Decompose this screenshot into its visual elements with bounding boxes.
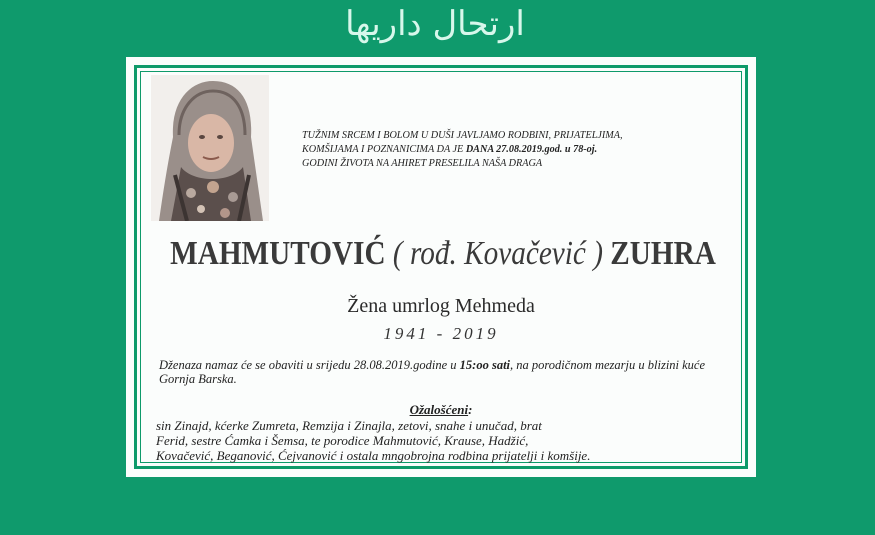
funeral-text-b: , na porodičnom mezarju u blizini kuće Gornja Barska. <box>159 358 706 386</box>
portrait-illustration <box>151 75 269 221</box>
announcement-intro <box>302 129 722 171</box>
maiden-name: ( rođ. Kovačević ) <box>392 235 603 272</box>
funeral-time: 15:oo sati <box>459 358 511 372</box>
death-date: DANA 27.08.2019.god. u 78-oj. <box>465 144 598 155</box>
deceased-portrait-photo <box>151 75 269 221</box>
mourners-heading-colon: : <box>468 402 473 417</box>
arabic-calligraphy-header: ارتحال داريها <box>345 4 525 44</box>
mourners-line-2: Ferid, sestre Ćamka i Šemsa, te porodice Mahmutović, Krause, Hadžić, <box>156 433 529 448</box>
mourners-heading-text: Ožalošćeni <box>409 402 469 417</box>
mourners-line-3: Kovačević, Beganović, Ćejvanović i ostala mngobrojna rodbina prijatelji i komšije. <box>156 448 591 463</box>
first-name: ZUHRA <box>610 235 716 272</box>
intro-line-2-text: KOMŠIJAMA I POZNANICIMA DA JE <box>302 144 466 155</box>
life-years: 1941 - 2019 <box>383 324 499 343</box>
relation-subtitle: Žena umrlog Mehmeda <box>347 295 535 317</box>
mourners-list <box>156 418 746 463</box>
funeral-text-a: Dženaza namaz će se obaviti u srijedu 28.08.2019.godine u <box>159 358 460 372</box>
mourners-heading <box>126 402 756 418</box>
surname: MAHMUTOVIĆ <box>170 235 386 272</box>
deceased-full-name <box>170 235 716 273</box>
funeral-details <box>159 358 739 386</box>
intro-line-3: GODINI ŽIVOTA NA AHIRET PRESELILA NAŠA DRAGA <box>302 158 543 169</box>
intro-line-2 <box>302 143 722 157</box>
obituary-card <box>126 57 756 477</box>
intro-line-1: TUŽNIM SRCEM I BOLOM U DUŠI JAVLJAMO RODBINI, PRIJATELJIMA, <box>302 130 623 141</box>
mourners-line-1: sin Zinajd, kćerke Zumreta, Remzija i Zinajla, zetovi, snahe i unučad, brat <box>156 418 542 433</box>
